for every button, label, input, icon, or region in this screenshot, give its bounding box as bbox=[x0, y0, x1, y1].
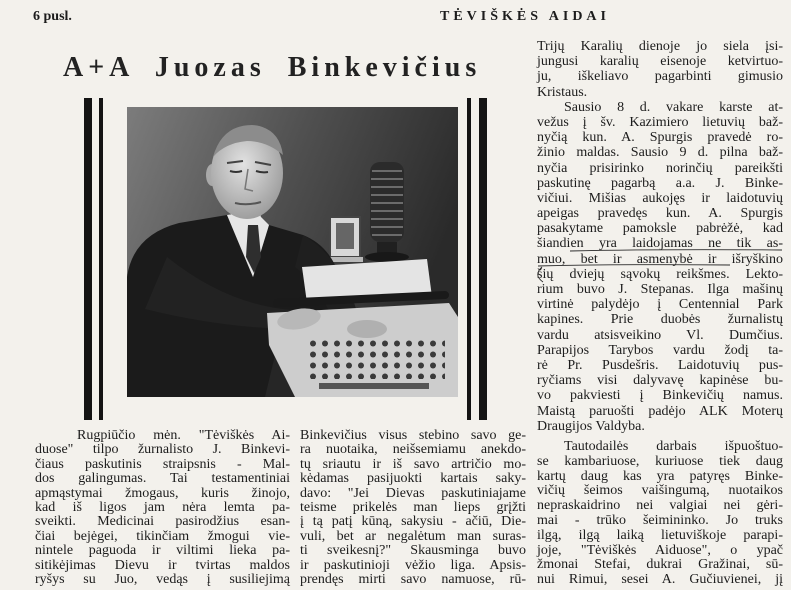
text-line: Maistą paruošti padėjo ALK Moterų bbox=[537, 403, 783, 419]
text-line: duose" tilpo žurnalisto J. Binkevi- bbox=[35, 442, 290, 458]
pen-marks bbox=[530, 230, 790, 290]
text-line: ju, iškeliavo pagarbinti gimusio bbox=[537, 69, 783, 85]
text-line: pasakytame pamoksle pabrėžė, kad bbox=[537, 221, 783, 237]
text-line: vičiui. Mišias aukojęs ir laidotuvių bbox=[537, 190, 783, 206]
text-line: ryšys su Juo, vedąs į susiliejimą bbox=[35, 571, 290, 587]
text-line: jungusi karalių eisenoje ketvirtuo- bbox=[537, 54, 783, 70]
text-line: se kambariuose, kuriuose tiek daug bbox=[537, 453, 783, 469]
frame-bar-left-inner bbox=[99, 98, 103, 420]
article-column-left bbox=[35, 429, 290, 587]
text-line: ti sveikesnį?" Skausminga buvo bbox=[300, 543, 526, 559]
text-line: šiandien yra laidojamas ne tik as- bbox=[537, 236, 783, 252]
text-line: nyčia prisirinko norinčių pareikšti bbox=[537, 160, 783, 176]
article-title: A+A Juozas Binkevičius bbox=[63, 52, 482, 83]
text-line: kad iš ligos jam nėra lemta pa- bbox=[35, 499, 290, 515]
text-line: tų sriautu ir iš savo artričio mo- bbox=[300, 456, 526, 472]
text-line: ir paskutinioji vėžio liga. Apsis- bbox=[300, 557, 526, 573]
text-line: ryčiams visi dalyvavę kapinėse bu- bbox=[537, 373, 783, 389]
text-line: į tą patį kūną, sakysiu - ačiū, Die- bbox=[300, 514, 526, 530]
text-line: Parapijos Tarybos vardu žodį ta- bbox=[537, 342, 783, 358]
text-line: kartų daug kas yra patyręs Binke- bbox=[537, 468, 783, 484]
text-line: sveikti. Medicinai pasirodžius esan- bbox=[35, 514, 290, 530]
text-line: dos galingumas. Tai testamentiniai bbox=[35, 471, 290, 487]
text-line: kėdamas pasijuokti kartais saky- bbox=[300, 471, 526, 487]
text-line: Tautodailės darbais išpuoštuo- bbox=[564, 439, 783, 454]
text-line: davo: "Jei Dievas paskutiniajame bbox=[300, 485, 526, 501]
text-line: žinio maldas. Sausio 9 d. pilna baž- bbox=[537, 145, 783, 161]
text-line: teisme prikelės man lieps grįžti bbox=[300, 499, 526, 515]
text-line: Rugpiūčio mėn. "Tėviškės Ai- bbox=[77, 428, 290, 443]
text-line: apmąstymai žmogaus, kuris žinojo, bbox=[35, 485, 290, 501]
text-line: sitikėjimas Dievu ir tvirtas maldos bbox=[35, 557, 290, 573]
text-line: Draugijos Valdyba. bbox=[537, 418, 645, 434]
text-line: čiaus paskutinis straipsnis - Mal- bbox=[35, 456, 290, 472]
frame-bar-left-outer bbox=[84, 98, 92, 420]
page-number: 6 pusl. bbox=[33, 9, 72, 24]
text-line: rium buvo J. Stepanas. Ilga mašinų bbox=[537, 282, 783, 297]
text-line: nyčią kun. A. Spurgis pravedė ro- bbox=[537, 130, 783, 146]
text-line: paskutinę pagarbą a.a. J. Binke- bbox=[537, 175, 783, 191]
photo-image bbox=[127, 107, 458, 397]
text-line: šių dviejų sąvokų reikšmes. Lekto- bbox=[537, 266, 783, 282]
frame-bar-right-inner bbox=[467, 98, 471, 420]
text-line: ra nuotaika, neišsemiamu anekdo- bbox=[300, 442, 526, 458]
article-column-right-lower bbox=[537, 440, 783, 588]
text-line: joje, "Tėviškės Aiduose", o ypač bbox=[537, 542, 783, 558]
picture-frame bbox=[327, 217, 363, 262]
text-line: Sausio 8 d. vakare karste at- bbox=[564, 99, 783, 115]
text-line: nepraskaidrino nei valgiai nei gėri- bbox=[537, 498, 783, 514]
photo bbox=[127, 107, 458, 397]
text-line: čiai bejėgei, tikinčiam žmogui vie- bbox=[35, 528, 290, 544]
text-line: vardu atsisveikino Vl. Dumčius. bbox=[537, 327, 783, 343]
text-line: Kristaus. bbox=[537, 84, 588, 100]
frame-bar-right-outer bbox=[479, 98, 487, 420]
text-line: nui Rimui, sesei A. Gučiuvienei, jį bbox=[537, 572, 783, 588]
text-line: vežus į šv. Kazimiero lietuvių baž- bbox=[537, 114, 783, 130]
text-line: žmonai Stefai, dukrai Gražinai, sū- bbox=[537, 557, 783, 573]
text-line: virtinė palydėjo į Centennial Park bbox=[537, 297, 783, 313]
text-line: vičių šeimos vaišingumą, nuotaikos bbox=[537, 483, 783, 499]
text-line: Trijų Karalių dienoje jo siela įsi- bbox=[537, 39, 783, 54]
text-line: mai - trūko šeimininko. Jo truks bbox=[537, 512, 783, 528]
text-line: rė Pr. Pusdešris. Laidotuvių pus- bbox=[537, 357, 783, 373]
text-line: vo pakviesti į Binkevičių namus. bbox=[537, 388, 783, 404]
text-line: muo, bet ir asmenybė ir išryškino bbox=[537, 251, 783, 267]
article-column-middle bbox=[300, 429, 526, 587]
text-line: vuli, bet ar negalėtum man suras- bbox=[300, 528, 526, 544]
text-line: kapines. Prie duobės žurnalistų bbox=[537, 312, 783, 328]
text-line: nintele paguoda ir viltimi lieka pa- bbox=[35, 543, 290, 559]
text-line: prendęs mirti savo namuose, rū- bbox=[300, 571, 526, 587]
text-line: ilgą, ilgą laiką lietuviškoje parapi- bbox=[537, 527, 783, 543]
text-line: Binkevičius visus stebino savo ge- bbox=[300, 428, 526, 443]
masthead: TĖVIŠKĖS AIDAI bbox=[440, 9, 610, 24]
text-line: apeigas pravedęs kun. A. Spurgis bbox=[537, 206, 783, 222]
